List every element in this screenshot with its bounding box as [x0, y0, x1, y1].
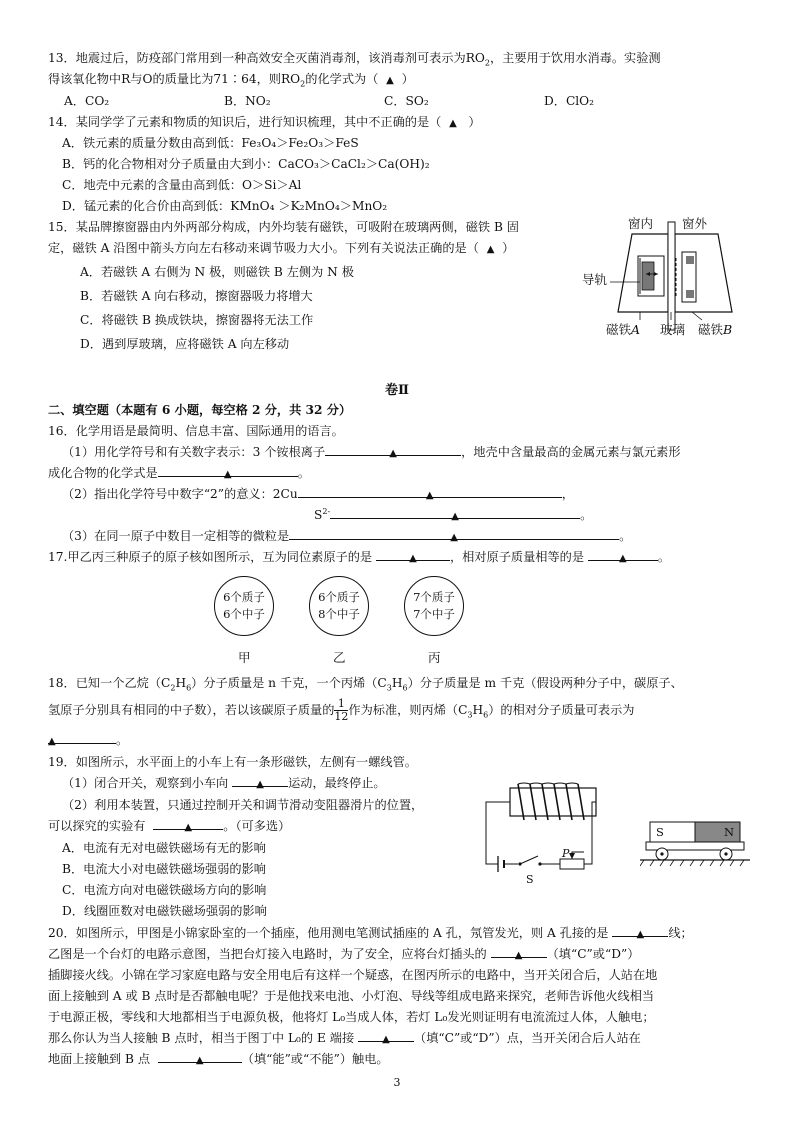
q14-option-d: D．锰元素的化合价由高到低：KMnO₄ ＞K₂MnO₄＞MnO₂	[62, 199, 388, 213]
answer-mark: ▲	[195, 1055, 204, 1066]
label-magnet-b: 磁铁B	[698, 322, 733, 337]
q19-stem: 19．如图所示，水平面上的小车上有一条形磁铁，左侧有一螺线管。	[48, 755, 417, 769]
q13-line1: 13．地震过后，防疫部门常用到一种高效安全灭菌消毒剂，该消毒剂可表示为$RO_2$，主要用于饮用水消毒。实验测	[48, 51, 661, 68]
answer-mark: ▲	[451, 511, 459, 522]
q18-answer: ▲ 。	[48, 730, 128, 750]
blank	[358, 1028, 414, 1045]
q14-option-b: B．钙的化合物相对分子质量由大到小：CaCO₃＞CaCl₂＞Ca(OH)₂	[62, 157, 430, 171]
atom-nucleus-bing: 7个质子 7个中子	[404, 576, 464, 636]
q13-option-c: C．SO₂	[384, 94, 429, 108]
q14-option-c: C．地壳中元素的含量由高到低：O＞Si＞Al	[62, 178, 302, 192]
label-glass: 玻璃	[660, 322, 686, 337]
q13-option-d: D．ClO₂	[544, 94, 595, 108]
q20-line3: 插脚接火线。小锦在学习家庭电路与安全用电后有这样一个疑惑，在图丙所示的电路中，当开关闭合后，人站在地	[48, 968, 658, 982]
atom-label-bing: 丙	[428, 650, 441, 665]
label-magnet-s-pole: S	[656, 825, 664, 839]
q13-option-b: B．NO₂	[224, 94, 271, 108]
answer-mark: ▲	[449, 118, 457, 129]
q19-option-c: C．电流方向对电磁铁磁场方向的影响	[62, 883, 267, 897]
q20-line6: 那么你认为当人接触 B 点时，相当于图丁中 L₀的 E 端接 ▲ （填“C”或“D”）点，当开关闭合后人站在	[48, 1028, 641, 1048]
blank	[232, 773, 288, 790]
label-inside: 窗内	[628, 216, 654, 231]
q20-line5: 于电源正极，零线和大地都相当于电源负极，他将灯 L₀当成人体，若灯 L₀发光则证明有电流流过人体，人触电；	[48, 1010, 655, 1024]
q19-part2-cont: 可以探究的实验有 ▲ 。（可多选）	[48, 816, 290, 836]
q13-option-a: A．CO₂	[64, 94, 110, 108]
q16-part3: （3）在同一原子中数目一定相等的微粒是 ▲ 。	[62, 526, 631, 546]
answer-mark: ▲	[619, 553, 627, 564]
page-number: 3	[393, 1076, 401, 1089]
q20-line7: 地面上接触到 B 点 ▲ （填“能”或“不能”）触电。	[48, 1049, 389, 1069]
q16-intro: 16．化学用语是最简明、信息丰富、国际通用的语言。	[48, 424, 344, 438]
atom-nucleus-jia: 6个质子 6个中子	[214, 576, 274, 636]
label-rail: 导轨	[582, 272, 608, 287]
q19-option-b: B．电流大小对电磁铁磁场强弱的影响	[62, 862, 266, 876]
q14-stem: 14．某同学学了元素和物质的知识后，进行知识梳理，其中不正确的是（ ▲ ）	[48, 115, 481, 129]
q19-part1: （1）闭合开关，观察到小车向 ▲ 运动，最终停止。	[62, 773, 386, 793]
solenoid-circuit-figure	[478, 782, 598, 892]
q16-part2-s: $S^{2-}$ ▲ 。	[314, 506, 593, 522]
q19-part2: （2）利用本装置，只通过控制开关和调节滑动变阻器滑片的位置，	[62, 798, 424, 812]
answer-mark: ▲	[223, 469, 232, 480]
blank	[325, 442, 461, 459]
answer-mark: ▲	[386, 75, 394, 86]
q18-line1: 18．已知一个乙烷$(C_2H_6)$分子质量是 n 千克，一个丙烯$(C_3H_6)$分子质量是 m 千克（假设两种分子中，碳原子、	[48, 676, 683, 693]
volume-two-title: 卷Ⅱ	[385, 383, 409, 398]
q15-option-b: B．若磁铁 A 向右移动，擦窗器吸力将增大	[80, 289, 313, 303]
answer-mark: ▲	[450, 532, 458, 543]
q20-line1: 20．如图所示，甲图是小锦家卧室的一个插座，他用测电笔测试插座的 A 孔，氖管发光，则 A 孔接的是 ▲ 线；	[48, 923, 693, 943]
label-magnet-a: 磁铁A	[606, 322, 641, 337]
window-cleaner-figure	[580, 212, 750, 342]
fraction-one-twelfth: $\frac{1}{12}$	[334, 697, 349, 723]
answer-mark: ▲	[48, 736, 56, 747]
q19-option-d: D．线圈匝数对电磁铁磁场强弱的影响	[62, 904, 267, 918]
q15-option-c: C．将磁铁 B 换成铁块，擦窗器将无法工作	[80, 313, 314, 327]
atom-label-jia: 甲	[238, 650, 251, 665]
blank	[48, 730, 116, 747]
q15-line2: 定，磁铁 A 沿图中箭头方向左右移动来调节吸力大小。下列有关说法正确的是（ ▲ ）	[48, 241, 515, 255]
answer-mark: ▲	[486, 244, 495, 255]
answer-mark: ▲	[256, 779, 264, 790]
q19-option-a: A．电流有无对电磁铁磁场有无的影响	[62, 841, 266, 855]
blank	[330, 505, 580, 522]
label-slider-p: P	[562, 847, 570, 860]
q13-line2: 得该氧化物中R与O的质量比为71∶64，则$RO_2$的化学式为（ ▲ ）	[48, 72, 414, 89]
section-two-heading: 二、填空题（本题有 6 小题，每空格 2 分，共 32 分）	[48, 403, 352, 417]
atom-label-yi: 乙	[333, 650, 346, 665]
blank	[612, 923, 668, 940]
answer-mark: ▲	[389, 448, 397, 459]
q18-line2: 氢原子分别具有相同的中子数），若以该碳原子质量的 $\frac{1}{12}$ 作为标准，则丙烯$(C_3H_6)$的相对分子质量可表示为	[48, 697, 635, 723]
blank	[491, 944, 547, 961]
label-switch-s: S	[526, 873, 534, 886]
label-magnet-n-pole: N	[724, 825, 735, 839]
answer-mark: ▲	[514, 950, 523, 961]
blank	[588, 547, 658, 564]
q20-line2: 乙图是一个台灯的电路示意图，当把台灯接入电路时，为了安全，应将台灯插头的 ▲ （填“C”或“D”）	[48, 944, 639, 964]
blank	[153, 816, 223, 833]
blank	[158, 1049, 242, 1066]
q16-part1: （1）用化学符号和有关数字表示：3 个铵根离子 ▲ ，地壳中含量最高的金属元素与氯元素形	[62, 442, 681, 462]
q15-option-d: D．遇到厚玻璃，应将磁铁 A 向左移动	[80, 337, 290, 351]
blank	[376, 547, 450, 564]
q15-option-a: A．若磁铁 A 右侧为 N 极，则磁铁 B 左侧为 N 极	[80, 265, 354, 279]
answer-mark: ▲	[636, 929, 645, 940]
q16-part1-cont: 成化合物的化学式是 ▲ 。	[48, 463, 310, 483]
q13-options	[64, 91, 704, 111]
label-outside: 窗外	[682, 216, 708, 231]
q14-option-a: A．铁元素的质量分数由高到低：Fe₃O₄＞Fe₂O₃＞FeS	[62, 136, 359, 150]
q20-line4: 面上接触到 A 或 B 点时是否都触电呢？于是他找来电池、小灯泡、导线等组成电路来探究，老师告诉他火线相当	[48, 989, 655, 1003]
answer-mark: ▲	[382, 1034, 390, 1045]
cart-magnet-figure	[640, 820, 750, 870]
answer-mark: ▲	[425, 490, 434, 501]
atom-nucleus-yi: 6个质子 8个中子	[309, 576, 369, 636]
q16-part2: （2）指出化学符号中数字“2”的意义：2Cu ▲ ，	[62, 484, 574, 504]
q17-stem: 17.甲乙丙三种原子的原子核如图所示，互为同位素原子的是 ▲ ，相对原子质量相等的是 ▲ 。	[48, 547, 670, 567]
answer-mark: ▲	[184, 822, 193, 833]
solenoid-circuit-diagram	[478, 782, 598, 892]
q15-line1: 15．某品牌擦窗器由内外两部分构成，内外均装有磁铁，可吸附在玻璃两侧，磁铁 B 固	[48, 220, 519, 234]
answer-mark: ▲	[409, 553, 417, 564]
